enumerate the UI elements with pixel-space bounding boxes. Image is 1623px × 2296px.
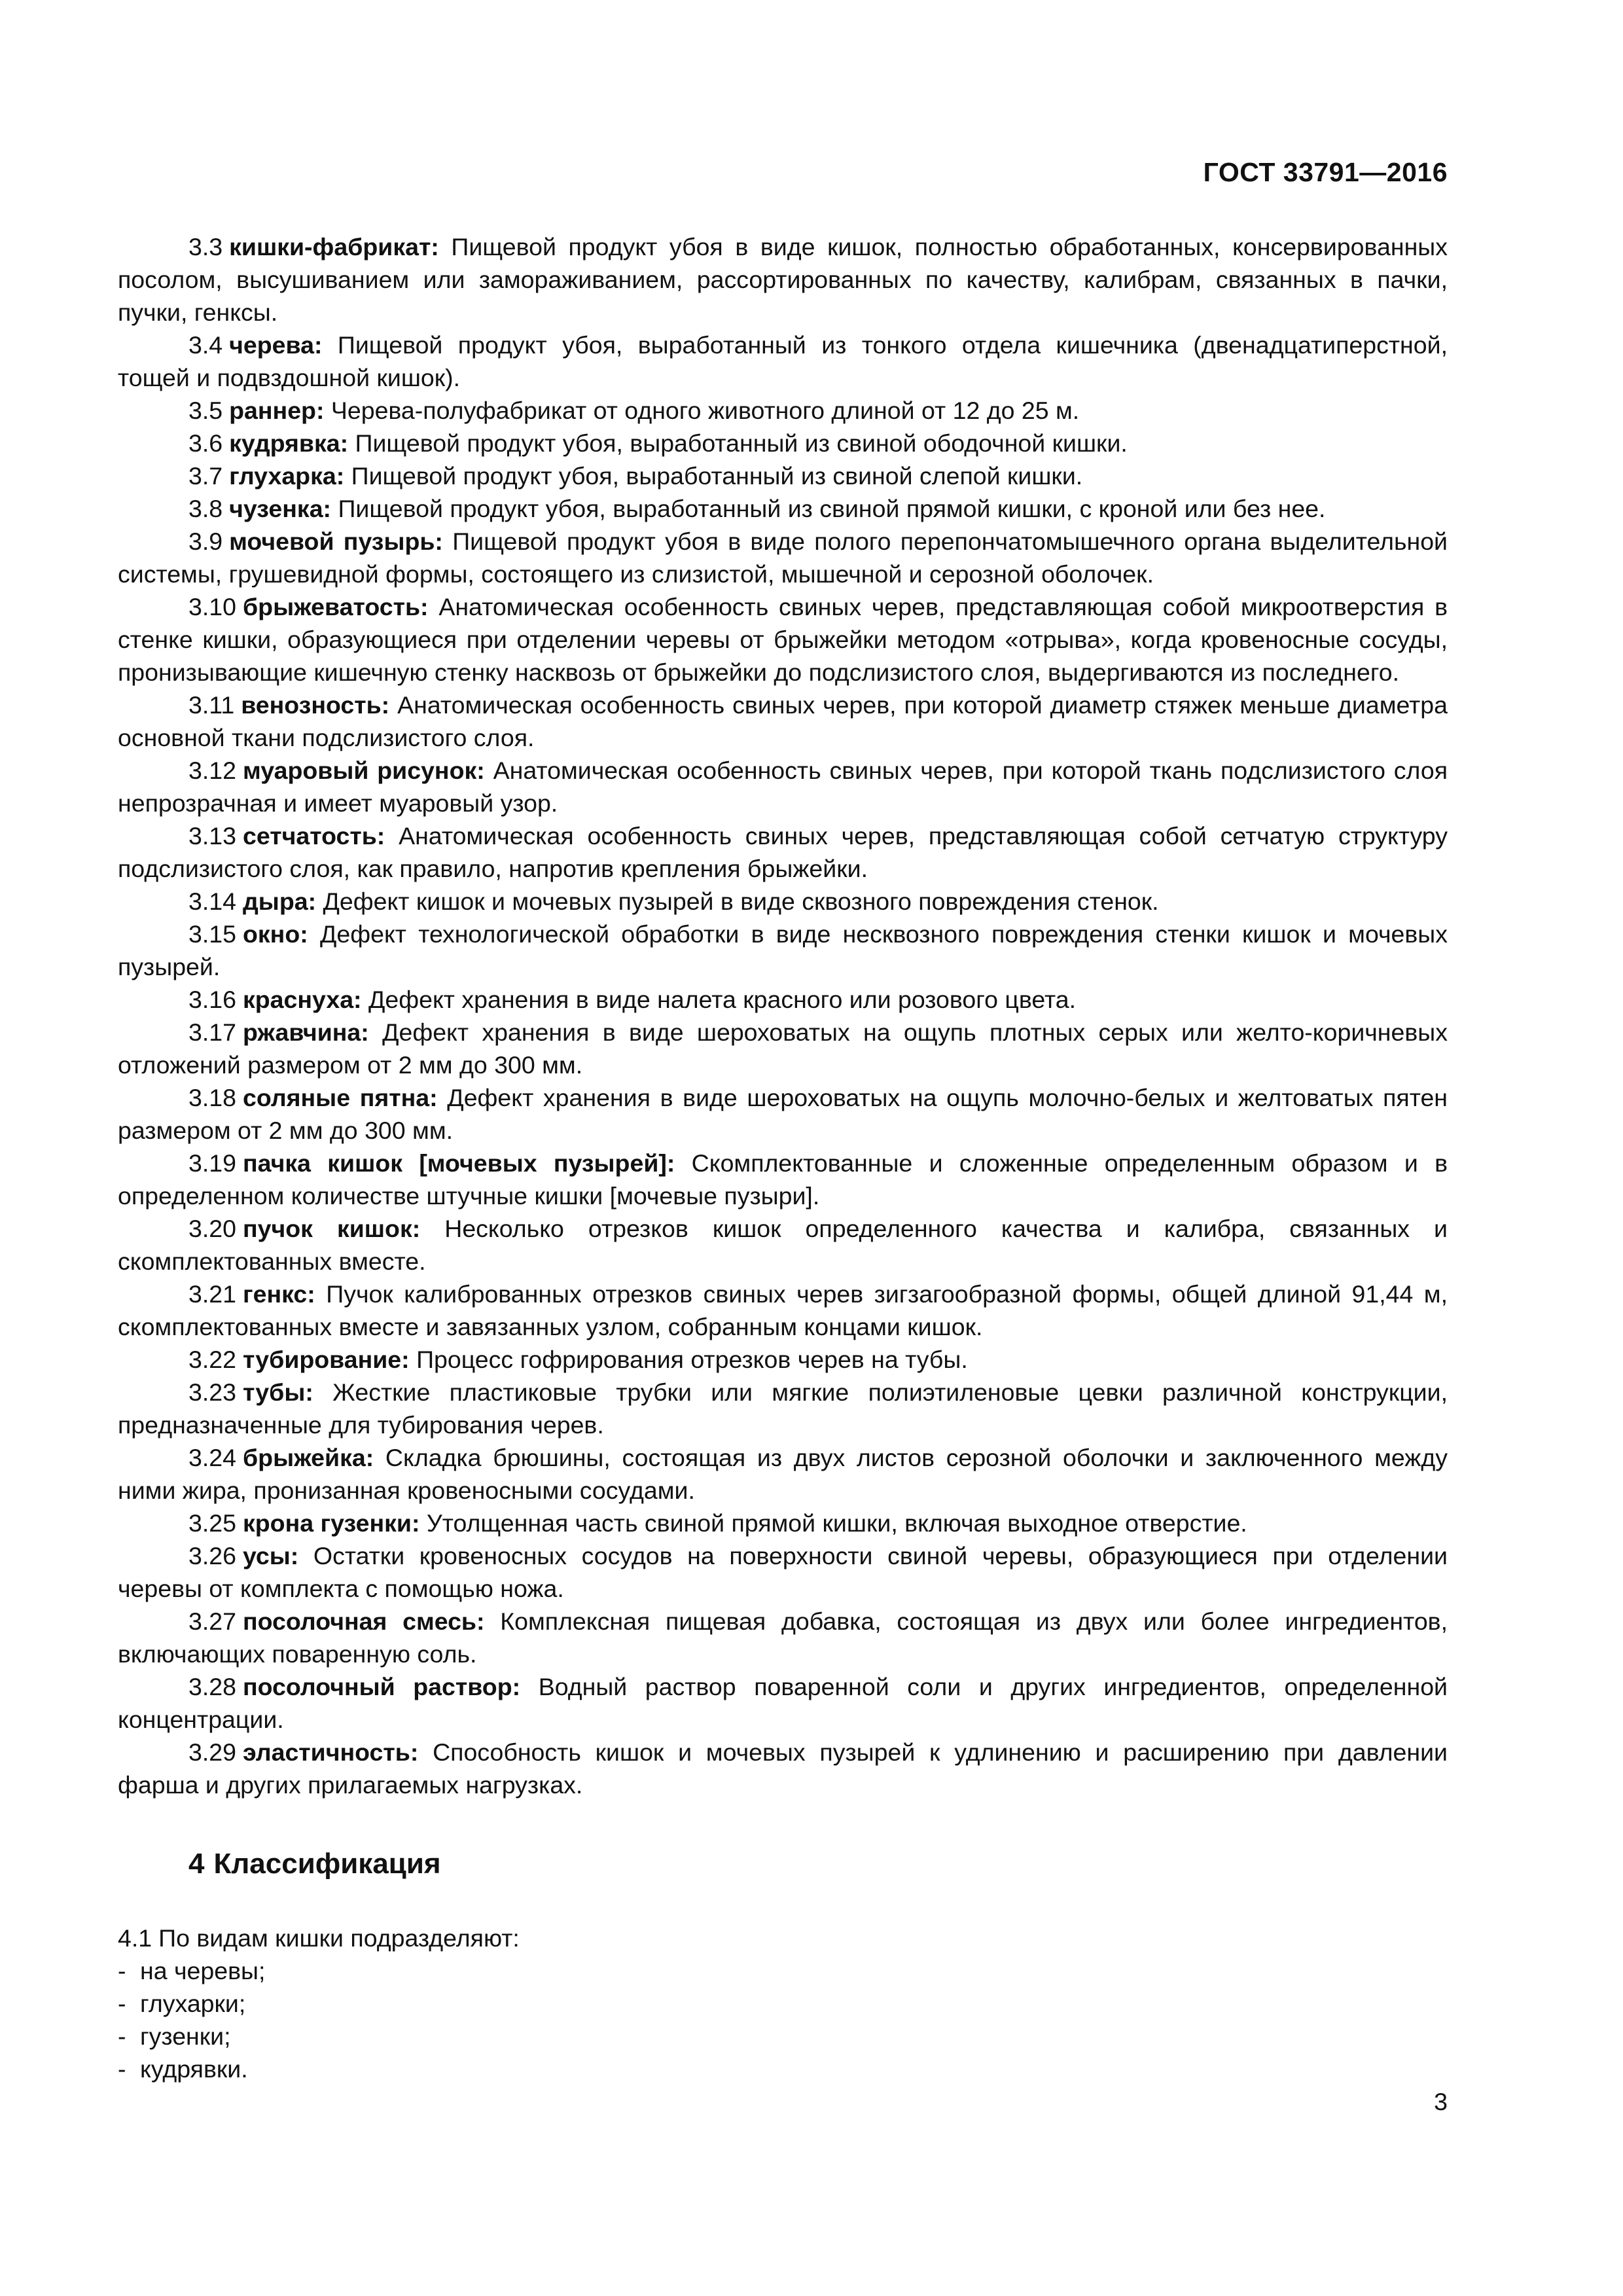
definition-text: Дефект кишок и мочевых пузырей в виде сквозного повреждения стенок. [323, 888, 1159, 915]
clause-number: 3.18 [188, 1084, 236, 1111]
clause-number: 3.20 [188, 1215, 236, 1242]
definition-text: Пищевой продукт убоя, выработанный из свиной слепой кишки. [351, 462, 1083, 490]
clause-number: 3.14 [188, 888, 236, 915]
term: усы: [243, 1542, 299, 1570]
list-dash: - [118, 2055, 126, 2083]
clause-number: 3.28 [188, 1673, 236, 1700]
list-item [118, 2053, 1448, 2085]
definition-text: Пищевой продукт убоя в виде кишок, полностью обработанных, консервированных посолом, высушиванием или замораживанием, рассортированных по качеству, калибрам, связанных в пачки, пучки, генксы. [118, 233, 1448, 326]
clause-number: 3.4 [188, 331, 223, 359]
definition-text: Пучок калиброванных отрезков свиных черев зигзагообразной формы, общей длиной 91,44 м, скомплектованных вместе и завязанных узлом, собранным концами кишок. [118, 1280, 1448, 1340]
definition-text: Остатки кровеносных сосудов на поверхности свиной черевы, образующиеся при отделении черевы от комплекта с помощью ножа. [118, 1542, 1448, 1602]
definition-item [118, 885, 1448, 918]
definition-text: Анатомическая особенность свиных черев, при которой ткань подслизистого слоя непрозрачная и имеет муаровый узор. [118, 757, 1448, 817]
definition-text: Пищевой продукт убоя, выработанный из свиной ободочной кишки. [355, 429, 1128, 457]
term: соляные пятна: [243, 1084, 438, 1111]
definition-text: Дефект хранения в виде шероховатых на ощупь молочно-белых и желтоватых пятен размером от 2 мм до 300 мм. [118, 1084, 1448, 1144]
clause-number: 3.16 [188, 986, 236, 1013]
term: мочевой пузырь: [229, 528, 443, 555]
definition-item [118, 754, 1448, 819]
definition-item [118, 590, 1448, 689]
list-dash: - [118, 2022, 126, 2050]
definition-item [118, 1605, 1448, 1670]
definition-item [118, 525, 1448, 590]
term: тубы: [243, 1378, 313, 1406]
clause-number: 3.19 [188, 1149, 236, 1177]
clause-number: 3.21 [188, 1280, 236, 1308]
definition-item [118, 1736, 1448, 1801]
definition-text: Дефект технологической обработки в виде несквозного повреждения стенки кишок и мочевых пузырей. [118, 920, 1448, 980]
clause-number: 3.15 [188, 920, 236, 948]
definition-item [118, 1441, 1448, 1507]
definition-item [118, 1212, 1448, 1278]
definition-item [118, 1539, 1448, 1605]
term: посолочный раствор: [243, 1673, 521, 1700]
term: венозность: [241, 691, 390, 719]
clause-number: 3.7 [188, 462, 223, 490]
definition-text: Утолщенная часть свиной прямой кишки, включая выходное отверстие. [426, 1509, 1247, 1537]
list-item-text: на черевы; [140, 1957, 266, 1984]
definition-text: Жесткие пластиковые трубки или мягкие полиэтиленовые цевки различной конструкции, предназначенные для тубирования черев. [118, 1378, 1448, 1439]
list-item-text: кудрявки. [140, 2055, 248, 2083]
term: тубирование: [243, 1346, 410, 1373]
clause-number: 3.3 [188, 233, 223, 260]
list-dash: - [118, 1957, 126, 1984]
term: черева: [229, 331, 323, 359]
definition-item [118, 1376, 1448, 1441]
clause-number: 3.8 [188, 495, 223, 522]
definition-item [118, 492, 1448, 525]
list-item-text: глухарки; [140, 1990, 246, 2017]
definition-text: Пищевой продукт убоя, выработанный из свиной прямой кишки, с кроной или без нее. [338, 495, 1326, 522]
clause-number: 4.1 [118, 1924, 152, 1952]
term: генкс: [243, 1280, 315, 1308]
term: дыра: [243, 888, 317, 915]
clause-number: 3.23 [188, 1378, 236, 1406]
definitions-list [118, 230, 1448, 1801]
definition-text: Водный раствор поваренной соли и других ингредиентов, определенной концентрации. [118, 1673, 1448, 1733]
term: посолочная смесь: [243, 1607, 485, 1635]
definition-item [118, 819, 1448, 885]
definition-text: Дефект хранения в виде шероховатых на ощупь плотных серых или желто-коричневых отложений размером от 2 мм до 300 мм. [118, 1018, 1448, 1079]
clause-number: 3.5 [188, 397, 223, 424]
document-id: ГОСТ 33791—2016 [1203, 157, 1448, 187]
term: раннер: [229, 397, 325, 424]
term: сетчатость: [243, 822, 385, 850]
list-item-text: гузенки; [140, 2022, 231, 2050]
clause-number: 3.26 [188, 1542, 236, 1570]
clause-number: 3.22 [188, 1346, 236, 1373]
clause-text: По видам кишки подразделяют: [158, 1924, 520, 1952]
definition-text: Анатомическая особенность свиных черев, представляющая собой микроотверстия в стенке кишки, образующиеся при отделении черевы от брыжейки методом «отрыва», когда кровеносные сосуды, пронизывающие кишечную стенку насквозь от брыжейки до подслизистого слоя, выдергиваются из последнего. [118, 593, 1448, 686]
definition-item [118, 983, 1448, 1016]
definition-text: Анатомическая особенность свиных черев, при которой диаметр стяжек меньше диаметра основной ткани подслизистого слоя. [118, 691, 1448, 751]
definition-text: Скомплектованные и сложенные определенным образом и в определенном количестве штучные кишки [мочевые пузыри]. [118, 1149, 1448, 1210]
definition-item [118, 1016, 1448, 1081]
definition-text: Дефект хранения в виде налета красного или розового цвета. [368, 986, 1077, 1013]
definition-text: Складка брюшины, состоящая из двух листов серозной оболочки и заключенного между ними жира, пронизанная кровеносными сосудами. [118, 1444, 1448, 1504]
section-number: 4 [188, 1848, 205, 1880]
term: пучок кишок: [243, 1215, 421, 1242]
definition-item [118, 918, 1448, 983]
term: краснуха: [243, 986, 362, 1013]
clause-number: 3.10 [188, 593, 236, 620]
term: муаровый рисунок: [243, 757, 485, 784]
term: крона гузенки: [243, 1509, 420, 1537]
term: кудрявка: [229, 429, 349, 457]
clause-number: 3.6 [188, 429, 223, 457]
definition-item [118, 1507, 1448, 1539]
section-title: Классификация [213, 1848, 441, 1880]
clause-number: 3.27 [188, 1607, 236, 1635]
list-item [118, 1987, 1448, 2020]
page-number: 3 [1434, 2088, 1448, 2115]
definition-item [118, 1670, 1448, 1736]
definition-text: Процесс гофрирования отрезков черев на тубы. [416, 1346, 968, 1373]
classification-intro [118, 1922, 1448, 1954]
clause-number: 3.13 [188, 822, 236, 850]
list-dash: - [118, 1990, 126, 2017]
section-heading [188, 1844, 1448, 1884]
definition-text: Черева-полуфабрикат от одного животного длиной от 12 до 25 м. [330, 397, 1080, 424]
definition-text: Пищевой продукт убоя, выработанный из тонкого отдела кишечника (двенадцатиперстной, тощей и подвздошной кишок). [118, 331, 1448, 391]
definition-item [118, 459, 1448, 492]
clause-number: 3.25 [188, 1509, 236, 1537]
classification-list [118, 1954, 1448, 2085]
list-item [118, 1954, 1448, 1987]
term: пачка кишок [мочевых пузырей]: [243, 1149, 675, 1177]
definition-item [118, 230, 1448, 329]
definition-item [118, 1343, 1448, 1376]
term: ржавчина: [243, 1018, 369, 1046]
definition-item [118, 1278, 1448, 1343]
definition-item [118, 1147, 1448, 1212]
term: глухарка: [229, 462, 345, 490]
definition-text: Комплексная пищевая добавка, состоящая из двух или более ингредиентов, включающих поваренную соль. [118, 1607, 1448, 1668]
definition-text: Анатомическая особенность свиных черев, представляющая собой сетчатую структуру подслизистого слоя, как правило, напротив крепления брыжейки. [118, 822, 1448, 882]
clause-number: 3.17 [188, 1018, 236, 1046]
definition-item [118, 1081, 1448, 1147]
clause-number: 3.29 [188, 1738, 236, 1766]
definition-item [118, 329, 1448, 394]
definition-text: Несколько отрезков кишок определенного качества и калибра, связанных и скомплектованных вместе. [118, 1215, 1448, 1275]
term: брыжеватость: [243, 593, 429, 620]
term: эластичность: [243, 1738, 419, 1766]
definition-item [118, 427, 1448, 459]
definition-item [118, 689, 1448, 754]
list-item [118, 2020, 1448, 2053]
definition-item [118, 394, 1448, 427]
clause-number: 3.9 [188, 528, 223, 555]
clause-number: 3.24 [188, 1444, 236, 1471]
page-content [118, 230, 1448, 2085]
clause-number: 3.12 [188, 757, 236, 784]
definition-text: Способность кишок и мочевых пузырей к удлинению и расширению при давлении фарша и других прилагаемых нагрузках. [118, 1738, 1448, 1799]
clause-number: 3.11 [188, 691, 235, 719]
term: кишки-фабрикат: [229, 233, 439, 260]
term: окно: [243, 920, 308, 948]
term: брыжейка: [243, 1444, 374, 1471]
classification-block [118, 1922, 1448, 2085]
definition-text: Пищевой продукт убоя в виде полого перепончатомышечного органа выделительной системы, грушевидной формы, состоящего из слизистой, мышечной и серозной оболочек. [118, 528, 1448, 588]
term: чузенка: [229, 495, 332, 522]
